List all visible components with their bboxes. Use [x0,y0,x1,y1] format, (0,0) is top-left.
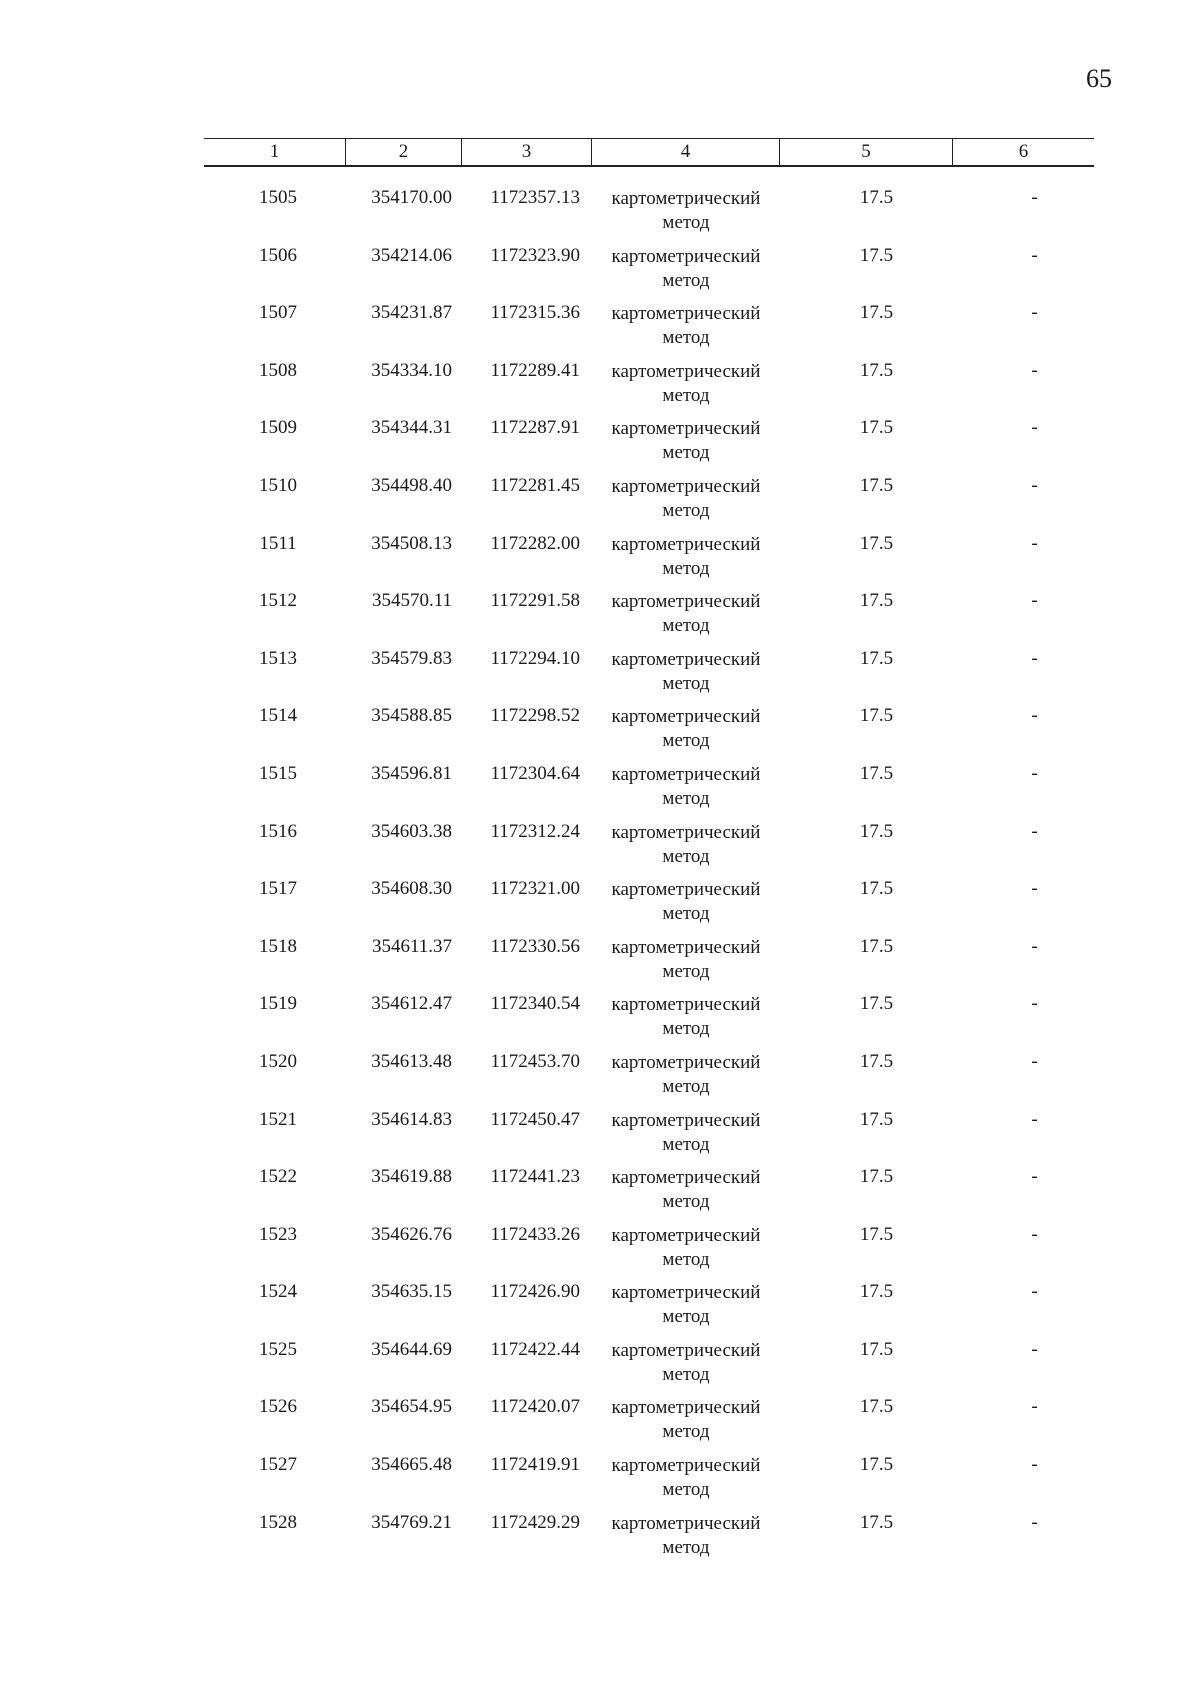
method-line-1: картометрический [611,591,761,613]
method-cell [592,760,780,818]
method-cell [592,1451,780,1509]
table-row [204,357,1094,415]
method-line-1: картометрический [611,1512,761,1534]
table-body [204,184,1094,1566]
y-coordinate-cell: 1172312.24 [490,820,580,842]
note-cell: - [1031,1050,1038,1072]
note-cell: - [1031,820,1038,842]
point-number-cell: 1521 [259,1108,297,1130]
accuracy-cell: 17.5 [859,1166,894,1188]
x-coordinate-cell: 354644.69 [371,1338,452,1360]
y-coordinate-cell: 1172282.00 [490,532,580,554]
y-coordinate-cell: 1172289.41 [490,359,580,381]
column-header-3: 3 [462,139,592,165]
table-row [204,1163,1094,1221]
method-line-1: картометрический [611,1167,761,1189]
method-cell [592,1221,780,1279]
x-coordinate-cell: 354769.21 [371,1511,452,1533]
method-line-2: метод [662,845,710,867]
method-line-1: картометрический [611,763,761,785]
note-cell: - [1031,705,1038,727]
method-line-2: метод [662,730,710,752]
y-coordinate-cell: 1172419.91 [490,1454,580,1476]
y-coordinate-cell: 1172281.45 [490,474,580,496]
method-line-2: метод [662,1133,710,1155]
table-row [204,1336,1094,1394]
coordinates-table [204,138,1094,1566]
method-line-2: метод [662,269,710,291]
method-cell [592,875,780,933]
point-number-cell: 1525 [259,1338,297,1360]
x-coordinate-cell: 354596.81 [371,762,452,784]
method-line-1: картометрический [611,245,761,267]
method-line-2: метод [662,1363,710,1385]
note-cell: - [1031,878,1038,900]
point-number-cell: 1507 [259,302,297,324]
accuracy-cell: 17.5 [859,532,894,554]
x-coordinate-cell: 354614.83 [371,1108,452,1130]
method-cell [592,357,780,415]
table-row [204,875,1094,933]
y-coordinate-cell: 1172420.07 [490,1396,580,1418]
accuracy-cell: 17.5 [859,820,894,842]
x-coordinate-cell: 354170.00 [371,187,452,208]
method-line-1: картометрический [611,1109,761,1131]
method-cell [592,933,780,991]
point-number-cell: 1527 [259,1454,297,1476]
y-coordinate-cell: 1172450.47 [490,1108,580,1130]
y-coordinate-cell: 1172304.64 [490,762,580,784]
column-header-5: 5 [780,139,953,165]
column-header-4: 4 [592,139,780,165]
table-row [204,702,1094,760]
method-line-2: метод [662,1191,710,1213]
accuracy-cell: 17.5 [859,935,894,957]
method-line-1: картометрический [611,475,761,497]
point-number-cell: 1520 [259,1050,297,1072]
point-number-cell: 1509 [259,417,297,439]
x-coordinate-cell: 354214.06 [371,244,452,266]
accuracy-cell: 17.5 [859,474,894,496]
y-coordinate-cell: 1172357.13 [490,187,580,208]
method-line-2: метод [662,1421,710,1443]
point-number-cell: 1515 [259,762,297,784]
method-line-2: метод [662,557,710,579]
method-line-1: картометрический [611,1282,761,1304]
table-row [204,760,1094,818]
table-row [204,990,1094,1048]
point-number-cell: 1528 [259,1511,297,1533]
method-line-1: картометрический [611,648,761,670]
accuracy-cell: 17.5 [859,1511,894,1533]
table-row [204,1048,1094,1106]
x-coordinate-cell: 354619.88 [371,1166,452,1188]
method-cell [592,414,780,472]
table-header [204,138,1094,167]
method-line-1: картометрический [611,303,761,325]
x-coordinate-cell: 354665.48 [371,1454,452,1476]
point-number-cell: 1517 [259,878,297,900]
accuracy-cell: 17.5 [859,705,894,727]
method-cell [592,990,780,1048]
accuracy-cell: 17.5 [859,1338,894,1360]
note-cell: - [1031,1454,1038,1476]
table-row [204,645,1094,703]
y-coordinate-cell: 1172287.91 [490,417,580,439]
method-line-1: картометрический [611,936,761,958]
accuracy-cell: 17.5 [859,1050,894,1072]
accuracy-cell: 17.5 [859,359,894,381]
point-number-cell: 1523 [259,1223,297,1245]
table-row [204,414,1094,472]
method-cell [592,472,780,530]
method-line-1: картометрический [611,994,761,1016]
accuracy-cell: 17.5 [859,417,894,439]
point-number-cell: 1516 [259,820,297,842]
method-line-2: метод [662,672,710,694]
note-cell: - [1031,474,1038,496]
column-header-2: 2 [346,139,462,165]
note-cell: - [1031,1511,1038,1533]
x-coordinate-cell: 354603.38 [371,820,452,842]
note-cell: - [1031,532,1038,554]
note-cell: - [1031,1396,1038,1418]
note-cell: - [1031,1281,1038,1303]
point-number-cell: 1513 [259,647,297,669]
method-line-1: картометрический [611,1051,761,1073]
x-coordinate-cell: 354608.30 [371,878,452,900]
y-coordinate-cell: 1172340.54 [490,993,580,1015]
note-cell: - [1031,244,1038,266]
method-cell [592,1278,780,1336]
table-row [204,1278,1094,1336]
y-coordinate-cell: 1172453.70 [490,1050,580,1072]
method-line-2: метод [662,442,710,464]
x-coordinate-cell: 354626.76 [371,1223,452,1245]
y-coordinate-cell: 1172441.23 [490,1166,580,1188]
method-cell [592,1106,780,1164]
accuracy-cell: 17.5 [859,1223,894,1245]
table-row [204,1509,1094,1567]
note-cell: - [1031,359,1038,381]
point-number-cell: 1508 [259,359,297,381]
y-coordinate-cell: 1172429.29 [490,1511,580,1533]
accuracy-cell: 17.5 [859,302,894,324]
y-coordinate-cell: 1172323.90 [490,244,580,266]
column-header-1: 1 [204,139,346,165]
table-row [204,587,1094,645]
method-line-2: метод [662,903,710,925]
x-coordinate-cell: 354635.15 [371,1281,452,1303]
note-cell: - [1031,1166,1038,1188]
method-line-2: метод [662,1248,710,1270]
method-line-1: картометрический [611,533,761,555]
method-line-1: картометрический [611,418,761,440]
x-coordinate-cell: 354334.10 [371,359,452,381]
table-row [204,184,1094,242]
y-coordinate-cell: 1172321.00 [490,878,580,900]
y-coordinate-cell: 1172315.36 [490,302,580,324]
note-cell: - [1031,187,1038,208]
method-line-2: метод [662,615,710,637]
method-cell [592,530,780,588]
x-coordinate-cell: 354498.40 [371,474,452,496]
point-number-cell: 1505 [259,187,297,208]
method-cell [592,587,780,645]
point-number-cell: 1519 [259,993,297,1015]
point-number-cell: 1506 [259,244,297,266]
method-line-1: картометрический [611,1224,761,1246]
method-line-2: метод [662,212,710,233]
method-cell [592,242,780,300]
method-line-2: метод [662,787,710,809]
note-cell: - [1031,1223,1038,1245]
accuracy-cell: 17.5 [859,244,894,266]
method-line-2: метод [662,327,710,349]
y-coordinate-cell: 1172291.58 [490,590,580,612]
method-line-2: метод [662,1075,710,1097]
point-number-cell: 1518 [259,935,297,957]
table-row [204,1106,1094,1164]
note-cell: - [1031,417,1038,439]
accuracy-cell: 17.5 [859,993,894,1015]
x-coordinate-cell: 354508.13 [371,532,452,554]
method-cell [592,1336,780,1394]
note-cell: - [1031,935,1038,957]
point-number-cell: 1511 [259,532,297,554]
x-coordinate-cell: 354231.87 [371,302,452,324]
accuracy-cell: 17.5 [859,878,894,900]
method-line-2: метод [662,499,710,521]
x-coordinate-cell: 354570.11 [371,590,452,612]
y-coordinate-cell: 1172433.26 [490,1223,580,1245]
y-coordinate-cell: 1172330.56 [490,935,580,957]
method-line-2: метод [662,1479,710,1501]
table-row [204,530,1094,588]
method-line-1: картометрический [611,1397,761,1419]
accuracy-cell: 17.5 [859,1281,894,1303]
x-coordinate-cell: 354613.48 [371,1050,452,1072]
note-cell: - [1031,647,1038,669]
table-row [204,299,1094,357]
method-line-1: картометрический [611,821,761,843]
note-cell: - [1031,590,1038,612]
page-number: 65 [1086,64,1112,93]
table-row [204,472,1094,530]
method-line-1: картометрический [611,706,761,728]
point-number-cell: 1522 [259,1166,297,1188]
y-coordinate-cell: 1172294.10 [490,647,580,669]
column-header-6: 6 [1018,141,1029,162]
y-coordinate-cell: 1172422.44 [490,1338,580,1360]
accuracy-cell: 17.5 [859,1396,894,1418]
table-row [204,1451,1094,1509]
method-cell [592,645,780,703]
table-row [204,1221,1094,1279]
note-cell: - [1031,1338,1038,1360]
method-cell [592,184,780,242]
method-line-2: метод [662,960,710,982]
point-number-cell: 1526 [259,1396,297,1418]
x-coordinate-cell: 354612.47 [371,993,452,1015]
x-coordinate-cell: 354611.37 [371,935,452,957]
accuracy-cell: 17.5 [859,187,894,208]
accuracy-cell: 17.5 [859,647,894,669]
note-cell: - [1031,762,1038,784]
x-coordinate-cell: 354344.31 [371,417,452,439]
y-coordinate-cell: 1172426.90 [490,1281,580,1303]
accuracy-cell: 17.5 [859,590,894,612]
table-row [204,933,1094,991]
method-line-2: метод [662,1018,710,1040]
method-cell [592,1048,780,1106]
point-number-cell: 1514 [259,705,297,727]
x-coordinate-cell: 354654.95 [371,1396,452,1418]
method-cell [592,702,780,760]
method-line-2: метод [662,1536,710,1558]
point-number-cell: 1510 [259,474,297,496]
accuracy-cell: 17.5 [859,762,894,784]
method-cell [592,1163,780,1221]
x-coordinate-cell: 354588.85 [371,705,452,727]
method-cell [592,1509,780,1567]
point-number-cell: 1524 [259,1281,297,1303]
method-line-1: картометрический [611,188,761,209]
accuracy-cell: 17.5 [859,1108,894,1130]
method-line-1: картометрический [611,360,761,382]
method-cell [592,1393,780,1451]
accuracy-cell: 17.5 [859,1454,894,1476]
y-coordinate-cell: 1172298.52 [490,705,580,727]
method-line-1: картометрический [611,879,761,901]
note-cell: - [1031,302,1038,324]
table-row [204,1393,1094,1451]
note-cell: - [1031,993,1038,1015]
table-row [204,818,1094,876]
method-line-2: метод [662,1306,710,1328]
method-line-2: метод [662,384,710,406]
method-cell [592,299,780,357]
method-cell [592,818,780,876]
method-line-1: картометрический [611,1339,761,1361]
x-coordinate-cell: 354579.83 [371,647,452,669]
method-line-1: картометрический [611,1455,761,1477]
table-row [204,242,1094,300]
note-cell: - [1031,1108,1038,1130]
point-number-cell: 1512 [259,590,297,612]
